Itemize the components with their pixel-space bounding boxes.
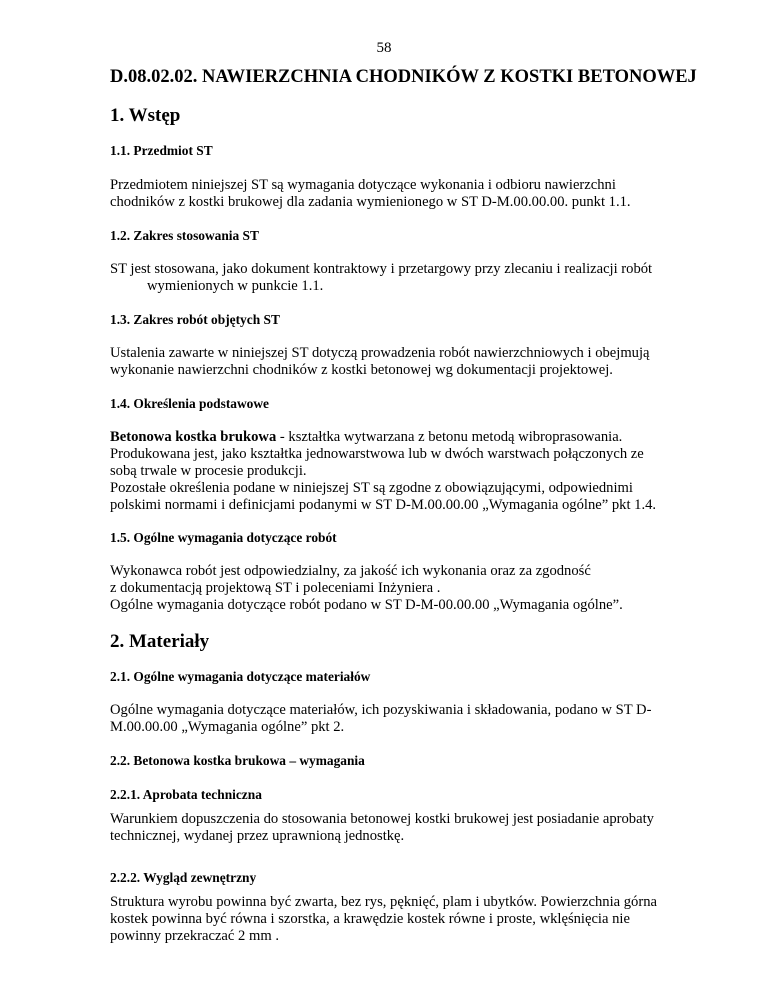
paragraph-line: ST jest stosowana, jako dokument kontraktowy i przetargowy przy zlecaniu i realizacji robót bbox=[110, 261, 653, 277]
definition-line bbox=[110, 429, 622, 446]
section-2-heading: 2. Materiały bbox=[110, 631, 210, 652]
paragraph-line: Struktura wyrobu powinna być zwarta, bez rys, pęknięć, plam i ubytków. Powierzchnia górna bbox=[110, 894, 657, 910]
paragraph-line: kostek powinna być równa i szorstka, a krawędzie kostek równe i proste, wklęśnięcia nie bbox=[110, 911, 630, 927]
paragraph-line: Pozostałe określenia podane w niniejszej ST są zgodne z obowiązującymi, odpowiednimi bbox=[110, 480, 633, 496]
page-number: 58 bbox=[376, 40, 392, 56]
paragraph-line: Ogólne wymagania dotyczące materiałów, ich pozyskiwania i składowania, podano w ST D- bbox=[110, 702, 652, 718]
paragraph-line: M.00.00.00 „Wymagania ogólne” pkt 2. bbox=[110, 719, 345, 735]
definition-term: Betonowa kostka brukowa bbox=[110, 429, 277, 445]
paragraph-line: technicznej, wydanej przez uprawnioną jednostkę. bbox=[110, 828, 405, 844]
subsection-2-2-heading: 2.2. Betonowa kostka brukowa – wymagania bbox=[110, 753, 365, 768]
paragraph-line: wymienionych w punkcie 1.1. bbox=[147, 278, 324, 294]
subsection-1-5-heading: 1.5. Ogólne wymagania dotyczące robót bbox=[110, 530, 337, 545]
subsection-2-2-2-heading: 2.2.2. Wygląd zewnętrzny bbox=[110, 870, 257, 885]
paragraph-line: Ogólne wymagania dotyczące robót podano w ST D-M-00.00.00 „Wymagania ogólne”. bbox=[110, 597, 623, 613]
paragraph-line: Warunkiem dopuszczenia do stosowania betonowej kostki brukowej jest posiadanie aprobaty bbox=[110, 811, 654, 827]
subsection-2-1-heading: 2.1. Ogólne wymagania dotyczące materiałów bbox=[110, 669, 371, 684]
paragraph-line: Ustalenia zawarte w niniejszej ST dotyczą prowadzenia robót nawierzchniowych i obejmują bbox=[110, 345, 650, 361]
section-1-heading: 1. Wstęp bbox=[110, 105, 181, 126]
subsection-1-1-heading: 1.1. Przedmiot ST bbox=[110, 143, 213, 158]
definition-text: - kształtka wytwarzana z betonu metodą wibroprasowania. bbox=[276, 429, 623, 445]
subsection-1-2-heading: 1.2. Zakres stosowania ST bbox=[110, 228, 259, 243]
paragraph-line: Wykonawca robót jest odpowiedzialny, za jakość ich wykonania oraz za zgodność bbox=[110, 563, 591, 579]
document-title: D.08.02.02. NAWIERZCHNIA CHODNIKÓW Z KOSTKI BETONOWEJ bbox=[110, 67, 697, 87]
subsection-1-4-heading: 1.4. Określenia podstawowe bbox=[110, 396, 269, 411]
paragraph-line: Produkowana jest, jako kształtka jednowarstwowa lub w dwóch warstwach połączonych ze bbox=[110, 446, 644, 462]
paragraph-line: chodników z kostki brukowej dla zadania wymienionego w ST D-M.00.00.00. punkt 1.1. bbox=[110, 194, 631, 210]
paragraph-line: polskimi normami i definicjami podanymi w ST D-M.00.00.00 „Wymagania ogólne” pkt 1.4. bbox=[110, 497, 657, 513]
subsection-1-3-heading: 1.3. Zakres robót objętych ST bbox=[110, 312, 280, 327]
paragraph-line: sobą trwale w procesie produkcji. bbox=[110, 463, 307, 479]
paragraph-line: powinny przekraczać 2 mm . bbox=[110, 928, 279, 944]
paragraph-line: Przedmiotem niniejszej ST są wymagania dotyczące wykonania i odbioru nawierzchni bbox=[110, 177, 616, 193]
paragraph-line: z dokumentacją projektową ST i poleceniami Inżyniera . bbox=[110, 580, 441, 596]
paragraph-line: wykonanie nawierzchni chodników z kostki betonowej wg dokumentacji projektowej. bbox=[110, 362, 613, 378]
subsection-2-2-1-heading: 2.2.1. Aprobata techniczna bbox=[110, 787, 262, 802]
